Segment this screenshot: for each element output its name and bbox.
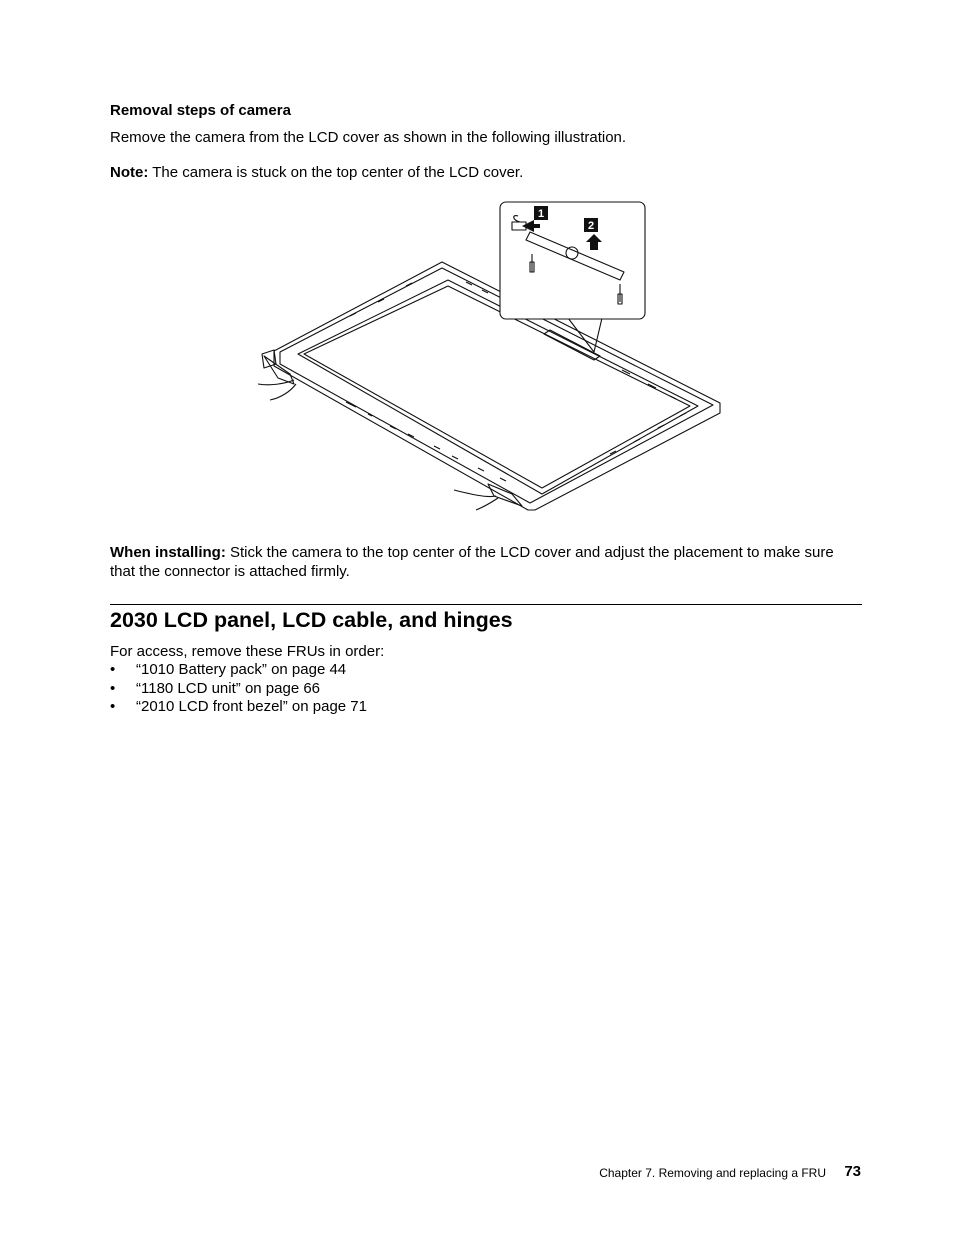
bullet: •	[110, 679, 116, 697]
lcd-cover-camera-illustration	[250, 198, 730, 518]
installing-note	[110, 543, 870, 581]
section-divider	[110, 604, 862, 605]
note-text: The camera is stuck on the top center of the LCD cover.	[152, 164, 524, 181]
installing-text-line2: that the connector is attached firmly.	[110, 563, 350, 580]
list-item	[110, 661, 367, 680]
list-item	[110, 680, 367, 699]
bullet: •	[110, 698, 116, 715]
bullet: •	[110, 661, 116, 678]
callout-number-2: 2	[587, 220, 595, 232]
list-item	[110, 698, 367, 717]
right-hinge	[488, 484, 522, 506]
page-number: 73	[844, 1163, 861, 1180]
note-label: Note:	[110, 164, 149, 181]
section-title: 2030 LCD panel, LCD cable, and hinges	[110, 608, 513, 632]
fru-list	[110, 661, 367, 717]
zoom-detail-box	[500, 202, 645, 319]
footer-chapter: Chapter 7. Removing and replacing a FRU	[599, 1166, 826, 1180]
left-cable	[258, 380, 294, 385]
fru-link-lcd-front-bezel[interactable]: “2010 LCD front bezel” on page 71	[136, 698, 367, 715]
camera-note	[110, 163, 523, 182]
access-text: For access, remove these FRUs in order:	[110, 643, 385, 660]
callout-number-1: 1	[537, 208, 545, 220]
installing-label: When installing:	[110, 544, 226, 561]
right-cable	[454, 490, 496, 497]
camera-on-cover	[544, 330, 600, 360]
fru-link-battery-pack[interactable]: “1010 Battery pack” on page 44	[136, 661, 347, 678]
installing-text-line1: Stick the camera to the top center of the LCD cover and adjust the placement to make sure	[230, 544, 834, 561]
fru-link-lcd-unit[interactable]: “1180 LCD unit” on page 66	[136, 679, 321, 697]
camera-removal-intro: Remove the camera from the LCD cover as shown in the following illustration.	[110, 129, 627, 146]
camera-removal-heading: Removal steps of camera	[110, 102, 291, 119]
